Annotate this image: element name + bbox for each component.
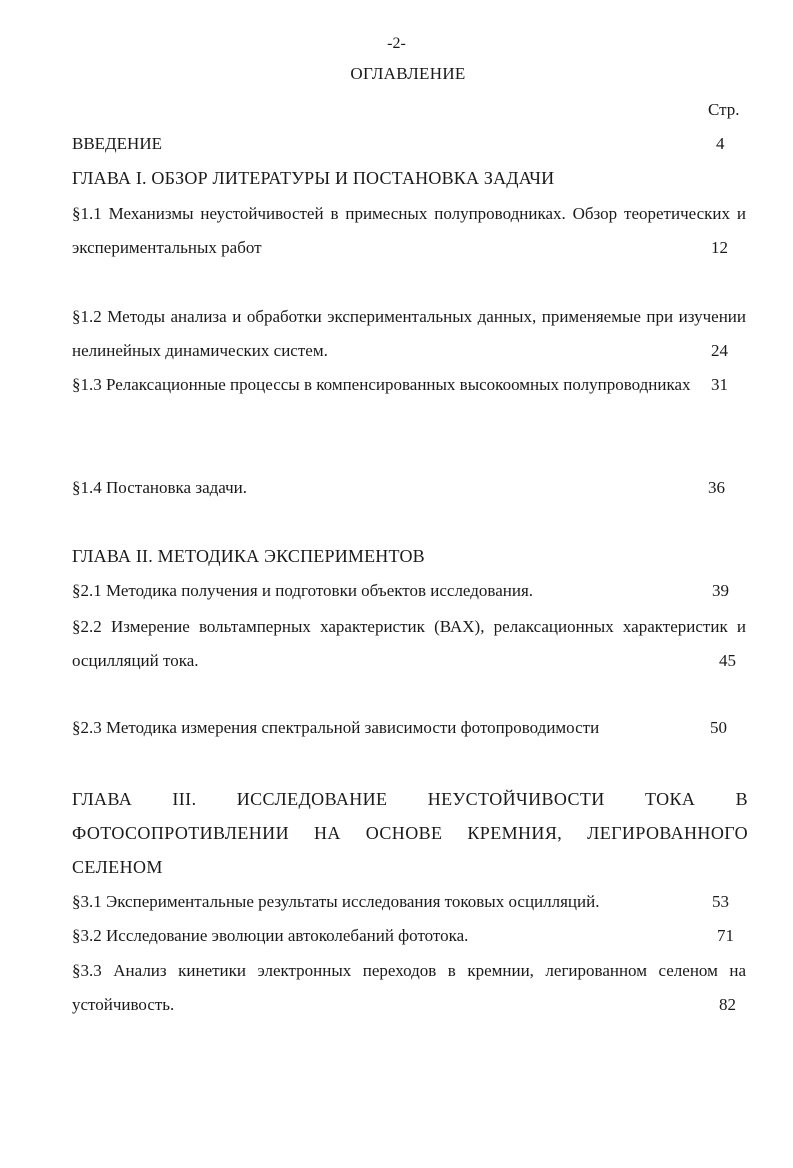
toc-entry-1-4-page: 36	[708, 478, 725, 497]
toc-entry-1-3	[72, 368, 746, 402]
toc-entry-page: 82	[719, 995, 736, 1014]
toc-entry-2-2	[72, 610, 746, 678]
toc-entry-2-1-page: 39	[712, 581, 729, 600]
toc-title: ОГЛАВЛЕНИЕ	[350, 64, 466, 83]
toc-entry-intro: ВВЕДЕНИЕ	[72, 134, 162, 153]
toc-entry-page: 31	[711, 375, 728, 394]
toc-entry-text: §2.2 Измерение вольтамперных характеристик (ВАХ), релаксационных характеристик и осцилляций тока.	[72, 617, 746, 670]
toc-entry-3-1: §3.1 Экспериментальные результаты исследования токовых осцилляций.	[72, 892, 600, 911]
page-column-label: Стр.	[708, 100, 740, 119]
toc-entry-2-3: §2.3 Методика измерения спектральной зависимости фотопроводимости	[72, 718, 600, 737]
toc-entry-3-1-page: 53	[712, 892, 729, 911]
toc-entry-page: 24	[711, 341, 728, 360]
chapter-2-title: ГЛАВА II. МЕТОДИКА ЭКСПЕРИМЕНТОВ	[72, 546, 425, 566]
toc-entry-1-1	[72, 197, 746, 265]
toc-entry-2-3-page: 50	[710, 718, 727, 737]
chapter-1-title: ГЛАВА I. ОБЗОР ЛИТЕРАТУРЫ И ПОСТАНОВКА ЗАДАЧИ	[72, 168, 555, 188]
toc-entry-text: §3.3 Анализ кинетики электронных переходов в кремнии, легированном селеном на устойчивость.	[72, 961, 746, 1014]
toc-entry-page: 45	[719, 651, 736, 670]
chapter-3-title: ГЛАВА III. ИССЛЕДОВАНИЕ НЕУСТОЙЧИВОСТИ ТОКА В ФОТОСОПРОТИВЛЕНИИ НА ОСНОВЕ КРЕМНИЯ, ЛЕГИРОВАННОГО СЕЛЕНОМ	[72, 789, 748, 877]
toc-entry-1-2	[72, 300, 746, 368]
toc-entry-text: §1.2 Методы анализа и обработки экспериментальных данных, применяемые при изучении нелинейных динамических систем.	[72, 307, 746, 360]
toc-entry-3-2: §3.2 Исследование эволюции автоколебаний фототока.	[72, 926, 469, 945]
toc-entry-1-4: §1.4 Постановка задачи.	[72, 478, 248, 497]
toc-entry-text: §1.3 Релаксационные процессы в компенсированных высокоомных полупроводниках	[72, 375, 691, 394]
toc-entry-text: §1.1 Механизмы неустойчивостей в примесных полупроводниках. Обзор теоретических и экспериментальных работ	[72, 204, 746, 257]
toc-entry-2-1: §2.1 Методика получения и подготовки объектов исследования.	[72, 581, 534, 600]
toc-entry-page: 12	[711, 238, 728, 257]
toc-entry-3-3	[72, 954, 746, 1022]
page-number: -2-	[387, 35, 406, 52]
toc-entry-intro-page: 4	[716, 134, 725, 153]
toc-entry-3-2-page: 71	[717, 926, 734, 945]
